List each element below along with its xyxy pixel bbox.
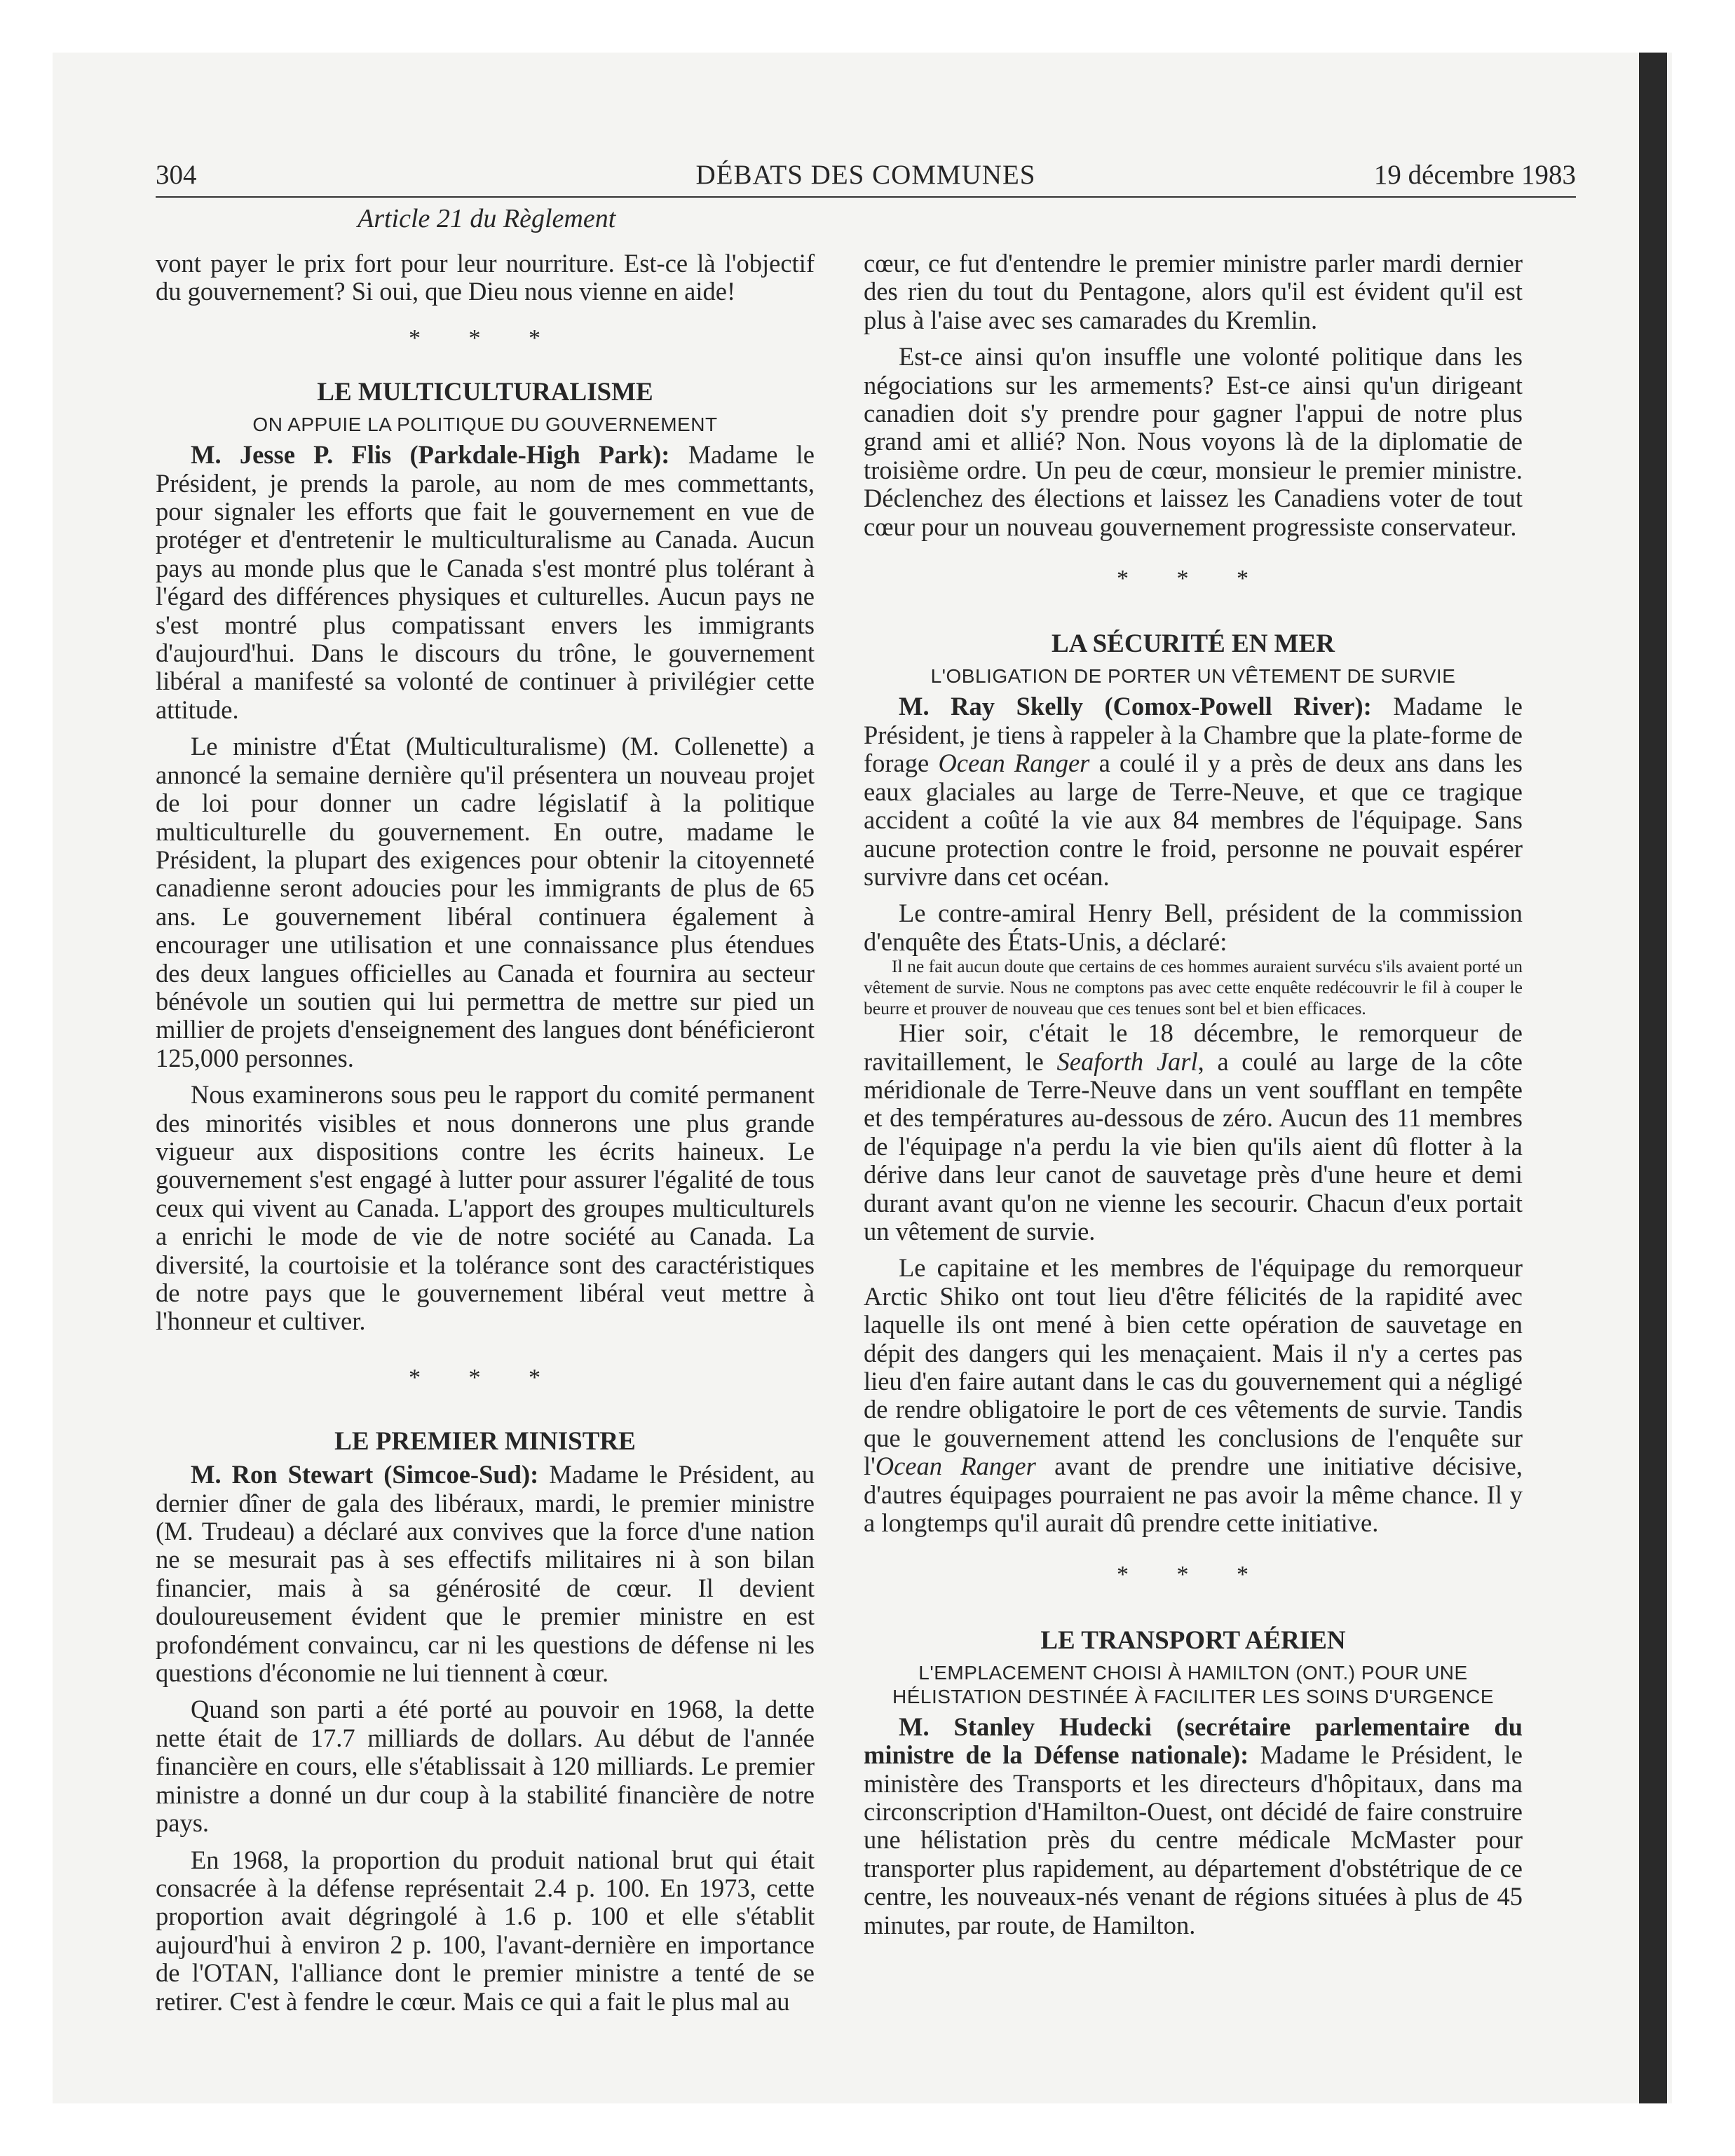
binding-edge	[1639, 53, 1667, 2103]
section-title: LE TRANSPORT AÉRIEN	[1040, 1625, 1346, 1655]
paragraph: cœur, ce fut d'entendre le premier ministre parler mardi dernier des rien du tout du Pentagone, alors qu'il est évident qu'il est plus à l'aise avec ses camarades du Kremlin.	[864, 249, 1523, 334]
speaker-name: M. Jesse P. Flis (Parkdale-High Park):	[191, 440, 670, 470]
section-separator: * * *	[1117, 566, 1270, 592]
paragraph: M. Ray Skelly (Comox-Powell River): Madame le Président, je tiens à rappeler à la Chambre que la plate-forme de forage Ocean Ranger a coulé il y a près de deux ans dans les eaux glaciales au large de Terre-Neuve, et que ce tragique accident a coûté la vie aux 84 membres de l'équipage. Sans aucune protection contre le froid, personne ne pouvait espérer survivre dans cet océan.	[864, 692, 1523, 891]
paragraph: Hier soir, c'était le 18 décembre, le remorqueur de ravitaillement, le Seaforth Jarl, a coulé au large de la côte méridionale de Terre-Neuve dans un vent soufflant en tempête et des températures au-dessous de zéro. Aucun des 11 membres de l'équipage n'a perdu la vie bien qu'ils aient dû flotter à la dérive dans leur canot de sauvetage près d'une heure et demi durant avant qu'on ne vienne les secourir. Chacun d'eux portait un vêtement de survie.	[864, 1018, 1523, 1246]
ship-name: Seaforth Jarl	[1056, 1046, 1198, 1076]
section-subtitle: L'OBLIGATION DE PORTER UN VÊTEMENT DE SURVIE	[930, 665, 1456, 688]
right-column	[864, 250, 1523, 1939]
paragraph: En 1968, la proportion du produit national brut qui était consacrée à la défense représentait 2.4 p. 100. En 1973, cette proportion avait dégringolé à 1.6 p. 100 et elle s'établit aujourd'hui à environ 2 p. 100, l'avant-dernière en importance de l'OTAN, l'alliance dont le premier ministre a tenté de se retirer. C'est à fendre le cœur. Mais ce qui a fait le plus mal au	[156, 1845, 815, 2016]
speaker-name: M. Stanley Hudecki (secrétaire parlementaire du ministre de la Défense nationale):	[864, 1712, 1523, 1770]
paragraph: Est-ce ainsi qu'on insuffle une volonté politique dans les négociations sur les armements? Est-ce ainsi qu'un dirigeant canadien doit s'y prendre pour gagner l'appui de notre plus grand ami et allié? Non. Nous voyons là de la diplomatie de troisième ordre. Un peu de cœur, monsieur le premier ministre. Déclenchez des élections et laissez les Canadiens voter de tout cœur pour un nouveau gouvernement progressiste conservateur.	[864, 342, 1523, 541]
paragraph: Nous examinerons sous peu le rapport du comité permanent des minorités visibles et nous donnerons une plus grande vigueur aux dispositions contre les écrits haineux. Le gouvernement s'est engagé à lutter pour assurer l'égalité de tous ceux qui vivent au Canada. L'apport des groupes multiculturels a enrichi le mode de vie de notre société au Canada. La diversité, la courtoisie et la tolérance sont des caractéristiques de notre pays que le gouvernement libéral veut mettre à l'honneur et cultiver.	[156, 1080, 815, 1336]
section-subtitle: ON APPUIE LA POLITIQUE DU GOUVERNEMENT	[252, 414, 718, 436]
ship-name: Ocean Ranger	[938, 749, 1090, 778]
page-number: 304	[156, 160, 197, 190]
section-title: LE PREMIER MINISTRE	[334, 1427, 636, 1456]
paragraph: Le contre-amiral Henry Bell, président de la commission d'enquête des États-Unis, a déclaré:	[864, 899, 1523, 956]
section-separator: * * *	[1117, 1562, 1270, 1588]
section-subtitle: HÉLISTATION DESTINÉE À FACILITER LES SOINS D'URGENCE	[892, 1685, 1495, 1707]
left-column	[156, 250, 815, 2016]
paragraph: Le capitaine et les membres de l'équipage du remorqueur Arctic Shiko ont tout lieu d'être félicités de la rapidité avec laquelle ils ont mené à bien cette opération de sauvetage en dépit des dangers qui les menaçaient. Mais il n'y a certes pas lieu d'en faire autant dans le cas du gouvernement qui a négligé de rendre obligatoire le port de ces vêtements de survie. Tandis que le gouvernement attend les conclusions de l'enquête sur l'Ocean Ranger avant de prendre une initiative décisive, d'autres équipages pourraient ne pas avoir la même chance. Il y a longtemps qu'il aurait dû prendre cette initiative.	[864, 1253, 1523, 1538]
section-separator: * * *	[409, 325, 562, 351]
block-quote: Il ne fait aucun doute que certains de ces hommes auraient survécu s'ils avaient porté un vêtement de survie. Nous ne comptons pas avec cette enquête redécouvrir le fil à couper le beurre et prouver de nouveau que ces tenues sont bel et bien efficaces.	[864, 956, 1523, 1019]
paragraph: M. Ron Stewart (Simcoe-Sud): Madame le Président, au dernier dîner de gala des libéraux, mardi, le premier ministre (M. Trudeau) a déclaré aux convives que la force d'une nation ne se mesurait pas à ses effectifs militaires ni à son bilan financier, mais à sa générosité de cœur. Il devient douloureusement évident que le premier ministre en est profondément convaincu, car ni les questions de défense ni les questions d'économie ne lui tiennent à cœur.	[156, 1460, 815, 1688]
paragraph: M. Stanley Hudecki (secrétaire parlementaire du ministre de la Défense nationale): Madame le Président, le ministère des Transports et les directeurs d'hôpitaux, dans ma circonscription d'Hamilton-Ouest, ont décidé de faire construire une hélistation près du centre médicale McMaster pour transporter plus rapidement, au département d'obstétrique de ce centre, les nouveaux-nés venant de régions situées à plus de 45 minutes, par route, de Hamilton.	[864, 1712, 1523, 1939]
running-header	[156, 154, 1576, 198]
speaker-name: M. Ray Skelly (Comox-Powell River):	[899, 692, 1372, 721]
speaker-name: M. Ron Stewart (Simcoe-Sud):	[191, 1460, 539, 1489]
paragraph: M. Jesse P. Flis (Parkdale-High Park): Madame le Président, je prends la parole, au nom de mes commettants, pour signaler les efforts que fait le gouvernement en vue de protéger et d'entretenir le multiculturalisme au Canada. Aucun pays au monde plus que le Canada s'est montré plus tolérant à l'égard des différences physiques et culturelles. Aucun pays ne s'est montré plus compatissant envers les immigrants d'aujourd'hui. Dans le discours du trône, le gouvernement libéral a manifesté sa volonté de continuer à privilégier cette attitude.	[156, 440, 815, 724]
sitting-date: 19 décembre 1983	[1373, 160, 1576, 190]
publication-title: DÉBATS DES COMMUNES	[695, 160, 1036, 190]
paragraph: vont payer le prix fort pour leur nourriture. Est-ce là l'objectif du gouvernement? Si oui, que Dieu nous vienne en aide!	[156, 249, 815, 306]
paragraph: Le ministre d'État (Multiculturalisme) (M. Collenette) a annoncé la semaine dernière qu'il présentera un nouveau projet de loi pour donner un cadre législatif à la politique multiculturelle du gouvernement. En outre, madame le Président, la plupart des exigences pour obtenir la citoyenneté canadienne seront adoucies pour les immigrants de plus de 65 ans. Le gouvernement libéral continuera également à encourager une utilisation et une connaissance plus étendues des deux langues officielles au Canada et fournira au secteur bénévole un soutien qui lui permettra de mettre sur pied un millier de projets d'enseignement des langues dont bénéficieront 125,000 personnes.	[156, 732, 815, 1072]
section-separator: * * *	[409, 1364, 562, 1391]
section-title: LA SÉCURITÉ EN MER	[1051, 629, 1335, 659]
ship-name: Ocean Ranger	[875, 1452, 1036, 1481]
section-title: LE MULTICULTURALISME	[317, 378, 653, 407]
paragraph: Quand son parti a été porté au pouvoir en 1968, la dette nette était de 17.7 milliards de dollars. Au début de l'année financière en cours, elle s'établissait à 120 milliards. Le premier ministre a donné un dur coup à la stabilité financière de notre pays.	[156, 1695, 815, 1838]
section-subtitle: L'EMPLACEMENT CHOISI À HAMILTON (ONT.) POUR UNE	[918, 1661, 1468, 1684]
standing-order-note: Article 21 du Règlement	[358, 204, 616, 233]
